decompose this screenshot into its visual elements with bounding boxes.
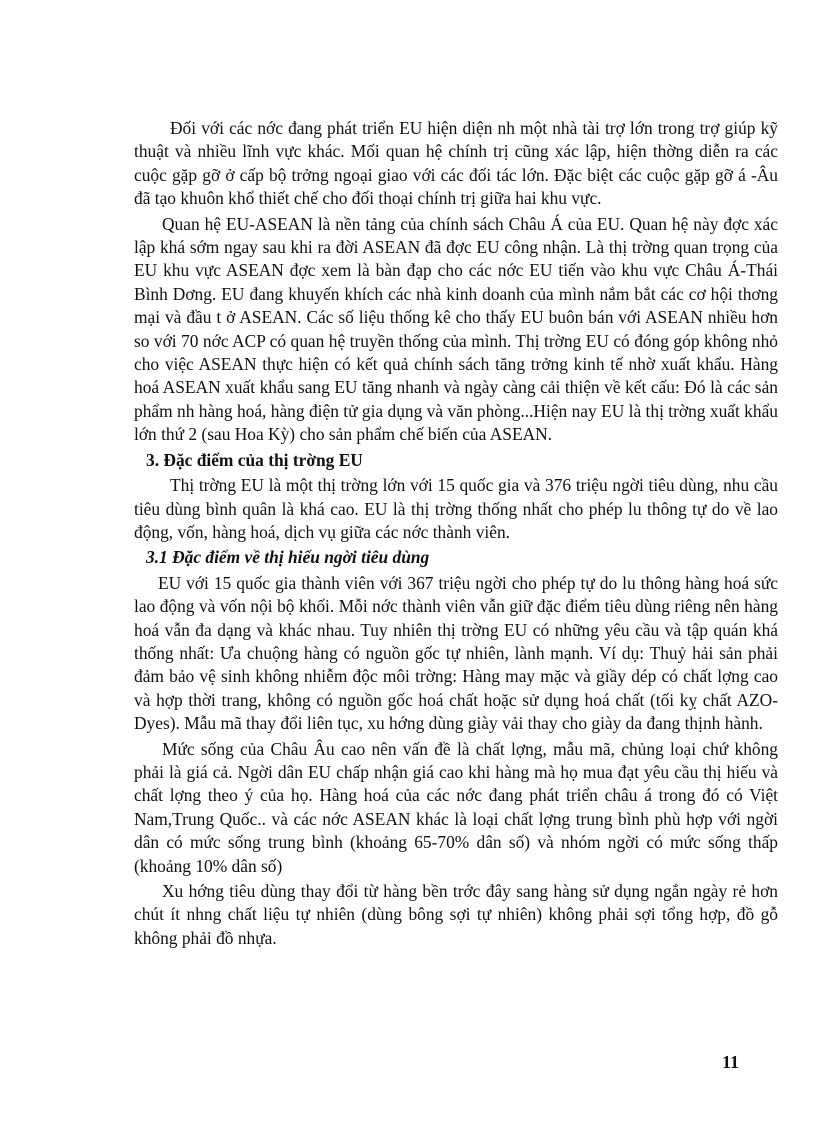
paragraph-living-standard: Mức sống của Châu Âu cao nên vấn đề là chất lợng, mẫu mã, chủng loại chứ không phải là giá cả. Ngời dân EU chấp nhận giá cao khi hàng mà họ mua đạt yêu cầu thị hiếu và chất lợng theo ý của họ. Hàng hoá của các nớc đang phát triển châu á trong đó có Việt Nam,Trung Quốc.. và các nớc ASEAN khác là loại chất lợng trung bình phù hợp với ngời dân có mức sống trung bình (khoảng 65-70% dân số) và nhóm ngời có mức sống thấp (khoảng 10% dân số) — [134, 738, 778, 876]
paragraph-eu-asean-relations: Quan hệ EU-ASEAN là nền tảng của chính sách Châu Á của EU. Quan hệ này đợc xác lập khá sớm ngay sau khi ra đời ASEAN đã đợc EU công nhận. Là thị trờng quan trọng của EU khu vực ASEAN đợc xem là bàn đạp cho các nớc EU tiến vào khu vực Châu Á-Thái Bình Dơng. EU đang khuyến khích các nhà kinh doanh của mình nắm bắt các cơ hội thơng mại và đầu t ở ASEAN. Các số liệu thống kê cho thấy EU buôn bán với ASEAN nhiều hơn so với 70 nớc ACP có quan hệ truyền thống của mình. Thị trờng EU có đóng góp không nhỏ cho việc ASEAN thực hiện có kết quả chính sách tăng trởng kinh tế nhờ xuất khẩu. Hàng hoá ASEAN xuất khẩu sang EU tăng nhanh và ngày càng cải thiện về kết cấu: Đó là các sản phẩm nh hàng hoá, hàng điện tử gia dụng và văn phòng...Hiện nay EU là thị trờng xuất khẩu lớn thứ 2 (sau Hoa Kỳ) cho sản phẩm chế biến của ASEAN. — [134, 213, 778, 445]
paragraph-eu-market: Thị trờng EU là một thị trờng lớn với 15 quốc gia và 376 triệu ngời tiêu dùng, nhu cầu tiêu dùng bình quân là khá cao. EU là thị trờng thống nhất cho phép lu thông tự do về lao động, vốn, hàng hoá, dịch vụ giữa các nớc thành viên. — [134, 475, 778, 542]
paragraph-eu-developing-countries: Đối với các nớc đang phát triển EU hiện diện nh một nhà tài trợ lớn trong trợ giúp kỹ thuật và nhiều lĩnh vực khác. Mối quan hệ chính trị cũng xác lập, hiện thờng diễn ra các cuộc gặp gỡ ở cấp bộ trởng ngoại giao với các đối tác lớn. Đặc biệt các cuộc gặp gỡ á -Âu đã tạo khuôn khổ thiết chế cho đối thoại chính trị giữa hai khu vực. — [134, 118, 778, 209]
section-heading-3: 3. Đặc điểm của thị trờng EU — [146, 449, 363, 470]
section-heading-3-1: 3.1 Đặc điểm về thị hiếu ngời tiêu dùng — [146, 547, 430, 568]
paragraph-consumption-trend: Xu hớng tiêu dùng thay đổi từ hàng bền trớc đây sang hàng sử dụng ngắn ngày rẻ hơn chút ít nhng chất liệu tự nhiên (dùng bông sợi tự nhiên) không phải sợi tổng hợp, đồ gỗ không phải đồ nhựa. — [134, 881, 778, 948]
document-body — [134, 117, 778, 952]
page-number: 11 — [722, 1052, 740, 1072]
paragraph-consumer-taste: EU với 15 quốc gia thành viên với 367 triệu ngời cho phép tự do lu thông hàng hoá sức lao động và vốn nội bộ khối. Mỗi nớc thành viên vẫn giữ đặc điểm tiêu dùng riêng nên hàng hoá vẫn đa dạng và khác nhau. Tuy nhiên thị trờng EU có những yêu cầu và tập quán khá thống nhất: Ưa chuộng hàng có nguồn gốc tự nhiên, lành mạnh. Ví dụ: Thuỷ hải sản phải đảm bảo vệ sinh không nhiễm độc môi trờng: Hàng may mặc và giầy dép có chất lợng cao và hợp thời trang, không có nguồn gốc hoá chất hoặc sử dụng hoá chất (tối kỵ chất AZO-Dyes). Mẫu mã thay đổi liên tục, xu hớng dùng giày vải thay cho giày da đang thịnh hành. — [134, 572, 778, 734]
